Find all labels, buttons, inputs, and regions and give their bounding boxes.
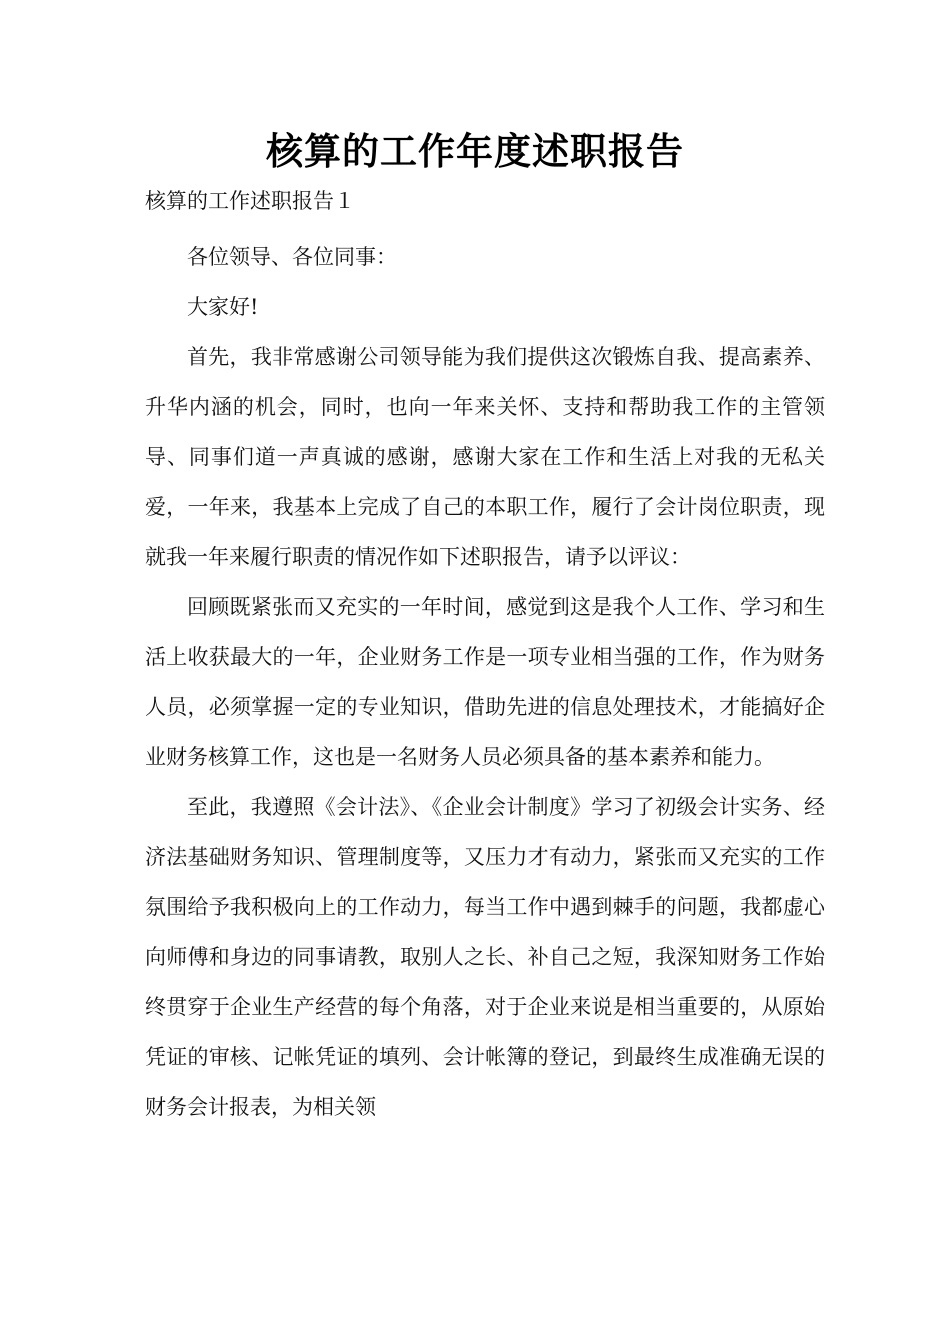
paragraph-thanks: 首先，我非常感谢公司领导能为我们提供这次锻炼自我、提高素养、升华内涵的机会，同时，也向一年来关怀、支持和帮助我工作的主管领导、同事们道一声真诚的感谢，感谢大家在工作和生活上对我的无私关爱，一年来，我基本上完成了自己的本职工作，履行了会计岗位职责，现就我一年来履行职责的情况作如下述职报告，请予以评议：	[145, 345, 825, 569]
document-body	[145, 232, 825, 1132]
document-subtitle: 核算的工作述职报告１	[145, 189, 355, 213]
paragraph-hello: 大家好!	[187, 295, 259, 319]
paragraph-greeting: 各位领导、各位同事：	[187, 245, 397, 269]
paragraph-study: 至此，我遵照《会计法》、《企业会计制度》学习了初级会计实务、经济法基础财务知识、管理制度等，又压力才有动力，紧张而又充实的工作氛围给予我积极向上的工作动力，每当工作中遇到棘手的问题，我都虚心向师傅和身边的同事请教，取别人之长、补自己之短，我深知财务工作始终贯穿于企业生产经营的每个角落，对于企业来说是相当重要的，从原始凭证的审核、记帐凭证的填列、会计帐簿的登记，到最终生成准确无误的财务会计报表，为相关领	[145, 795, 825, 1119]
document-title: 核算的工作年度述职报告	[266, 130, 684, 173]
paragraph-review: 回顾既紧张而又充实的一年时间，感觉到这是我个人工作、学习和生活上收获最大的一年，企业财务工作是一项专业相当强的工作，作为财务人员，必须掌握一定的专业知识，借助先进的信息处理技术，才能搞好企业财务核算工作，这也是一名财务人员必须具备的基本素养和能力。	[145, 595, 825, 769]
